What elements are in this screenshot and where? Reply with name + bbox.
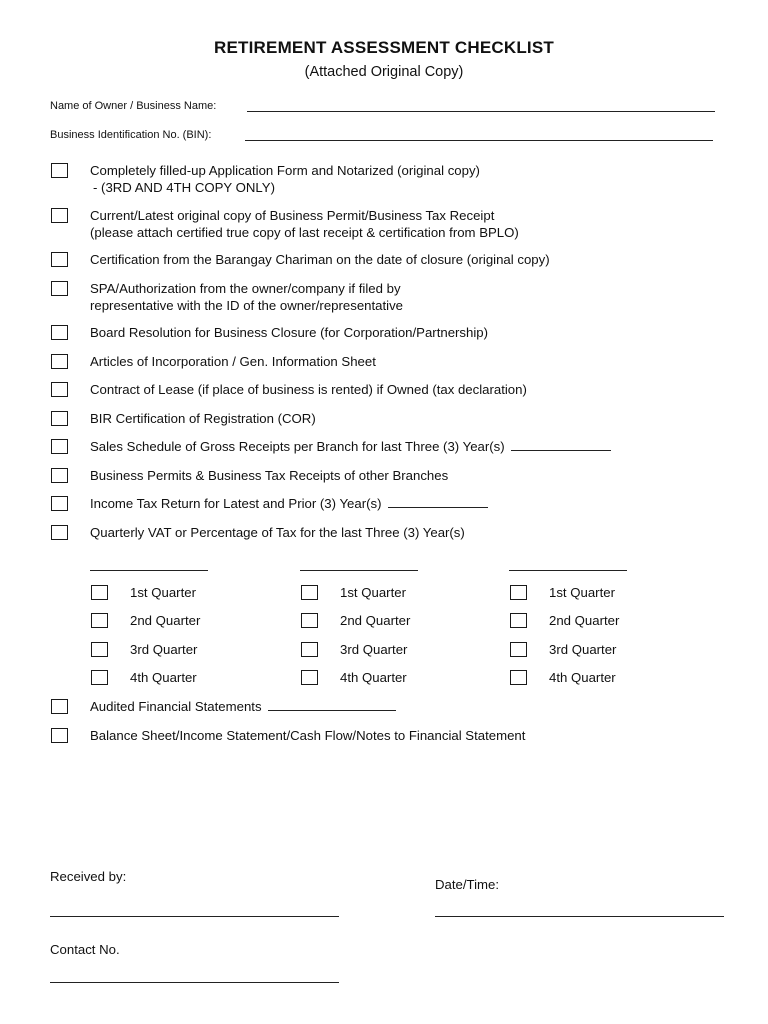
checkbox-col2-q3[interactable] [301, 642, 318, 657]
page-title: RETIREMENT ASSESSMENT CHECKLIST [214, 38, 554, 57]
income-tax-blank[interactable] [388, 495, 488, 508]
item-articles-incorporation: Articles of Incorporation / Gen. Information Sheet [90, 354, 376, 369]
checkbox-bir-cor[interactable] [51, 411, 68, 426]
item-quarterly-vat: Quarterly VAT or Percentage of Tax for the last Three (3) Year(s) [90, 525, 465, 540]
contact-no-label: Contact No. [50, 942, 120, 957]
col2-q2-label: 2nd Quarter [340, 613, 411, 628]
owner-name-field[interactable] [247, 111, 715, 112]
col1-q1-label: 1st Quarter [130, 585, 196, 600]
contact-no-field[interactable] [50, 982, 339, 983]
checkbox-contract-lease[interactable] [51, 382, 68, 397]
col3-q2-label: 2nd Quarter [549, 613, 620, 628]
item-sales-schedule: Sales Schedule of Gross Receipts per Branch for last Three (3) Year(s) [90, 438, 611, 455]
col2-q4-label: 4th Quarter [340, 670, 407, 685]
checkbox-col1-q4[interactable] [91, 670, 108, 685]
checkbox-col3-q2[interactable] [510, 613, 527, 628]
year-blank-3[interactable] [509, 570, 627, 571]
checkbox-board-resolution[interactable] [51, 325, 68, 340]
checkbox-application-form[interactable] [51, 163, 68, 178]
year-blank-2[interactable] [300, 570, 418, 571]
received-by-field[interactable] [50, 916, 339, 917]
checkbox-col3-q1[interactable] [510, 585, 527, 600]
col1-q3-label: 3rd Quarter [130, 642, 198, 657]
checkbox-income-tax-return[interactable] [51, 496, 68, 511]
year-blank-1[interactable] [90, 570, 208, 571]
checkbox-quarterly-vat[interactable] [51, 525, 68, 540]
checkbox-col3-q4[interactable] [510, 670, 527, 685]
col1-q2-label: 2nd Quarter [130, 613, 201, 628]
col2-q1-label: 1st Quarter [340, 585, 406, 600]
item-board-resolution: Board Resolution for Business Closure (for Corporation/Partnership) [90, 325, 489, 340]
checkbox-articles-incorporation[interactable] [51, 354, 68, 369]
checkbox-col3-q3[interactable] [510, 642, 527, 657]
col2-q3-label: 3rd Quarter [340, 642, 408, 657]
received-by-label: Received by: [50, 869, 127, 884]
item-spa-authorization: SPA/Authorization from the owner/company if filed by representative with the ID of the owner/representative [90, 281, 404, 313]
checkbox-col2-q2[interactable] [301, 613, 318, 628]
checkbox-col1-q3[interactable] [91, 642, 108, 657]
checkbox-col2-q4[interactable] [301, 670, 318, 685]
col3-q3-label: 3rd Quarter [549, 642, 617, 657]
bin-label: Business Identification No. (BIN): [50, 129, 212, 141]
owner-name-label: Name of Owner / Business Name: [50, 100, 217, 112]
col1-q4-label: 4th Quarter [130, 670, 197, 685]
item-bir-cor: BIR Certification of Registration (COR) [90, 411, 316, 426]
item-business-permit: Current/Latest original copy of Business Permit/Business Tax Receipt (please attach certified true copy of last receipt & certification from BPLO) [90, 208, 519, 240]
checkbox-balance-sheet[interactable] [51, 728, 68, 743]
checkbox-col2-q1[interactable] [301, 585, 318, 600]
checkbox-sales-schedule[interactable] [51, 439, 68, 454]
date-time-label: Date/Time: [435, 877, 499, 892]
checkbox-barangay-certification[interactable] [51, 252, 68, 267]
item-other-branches: Business Permits & Business Tax Receipts of other Branches [90, 468, 449, 483]
col3-q1-label: 1st Quarter [549, 585, 615, 600]
page-subtitle: (Attached Original Copy) [304, 64, 464, 80]
col3-q4-label: 4th Quarter [549, 670, 616, 685]
item-income-tax-return: Income Tax Return for Latest and Prior (3) Year(s) [90, 495, 488, 512]
date-time-field[interactable] [435, 916, 724, 917]
bin-field[interactable] [245, 140, 713, 141]
checkbox-col1-q1[interactable] [91, 585, 108, 600]
checkbox-other-branches[interactable] [51, 468, 68, 483]
item-balance-sheet: Balance Sheet/Income Statement/Cash Flow/Notes to Financial Statement [90, 728, 526, 743]
checkbox-col1-q2[interactable] [91, 613, 108, 628]
audited-financial-blank[interactable] [268, 698, 396, 711]
checkbox-business-permit[interactable] [51, 208, 68, 223]
item-barangay-certification: Certification from the Barangay Chariman on the date of closure (original copy) [90, 252, 550, 267]
item-audited-financial: Audited Financial Statements [90, 698, 396, 715]
item-contract-lease: Contract of Lease (if place of business is rented) if Owned (tax declaration) [90, 382, 527, 397]
item-application-form: Completely filled-up Application Form and Notarized (original copy) - (3RD AND 4TH COPY ONLY) [90, 163, 480, 195]
checkbox-audited-financial[interactable] [51, 699, 68, 714]
sales-schedule-blank[interactable] [511, 438, 611, 451]
checkbox-spa-authorization[interactable] [51, 281, 68, 296]
